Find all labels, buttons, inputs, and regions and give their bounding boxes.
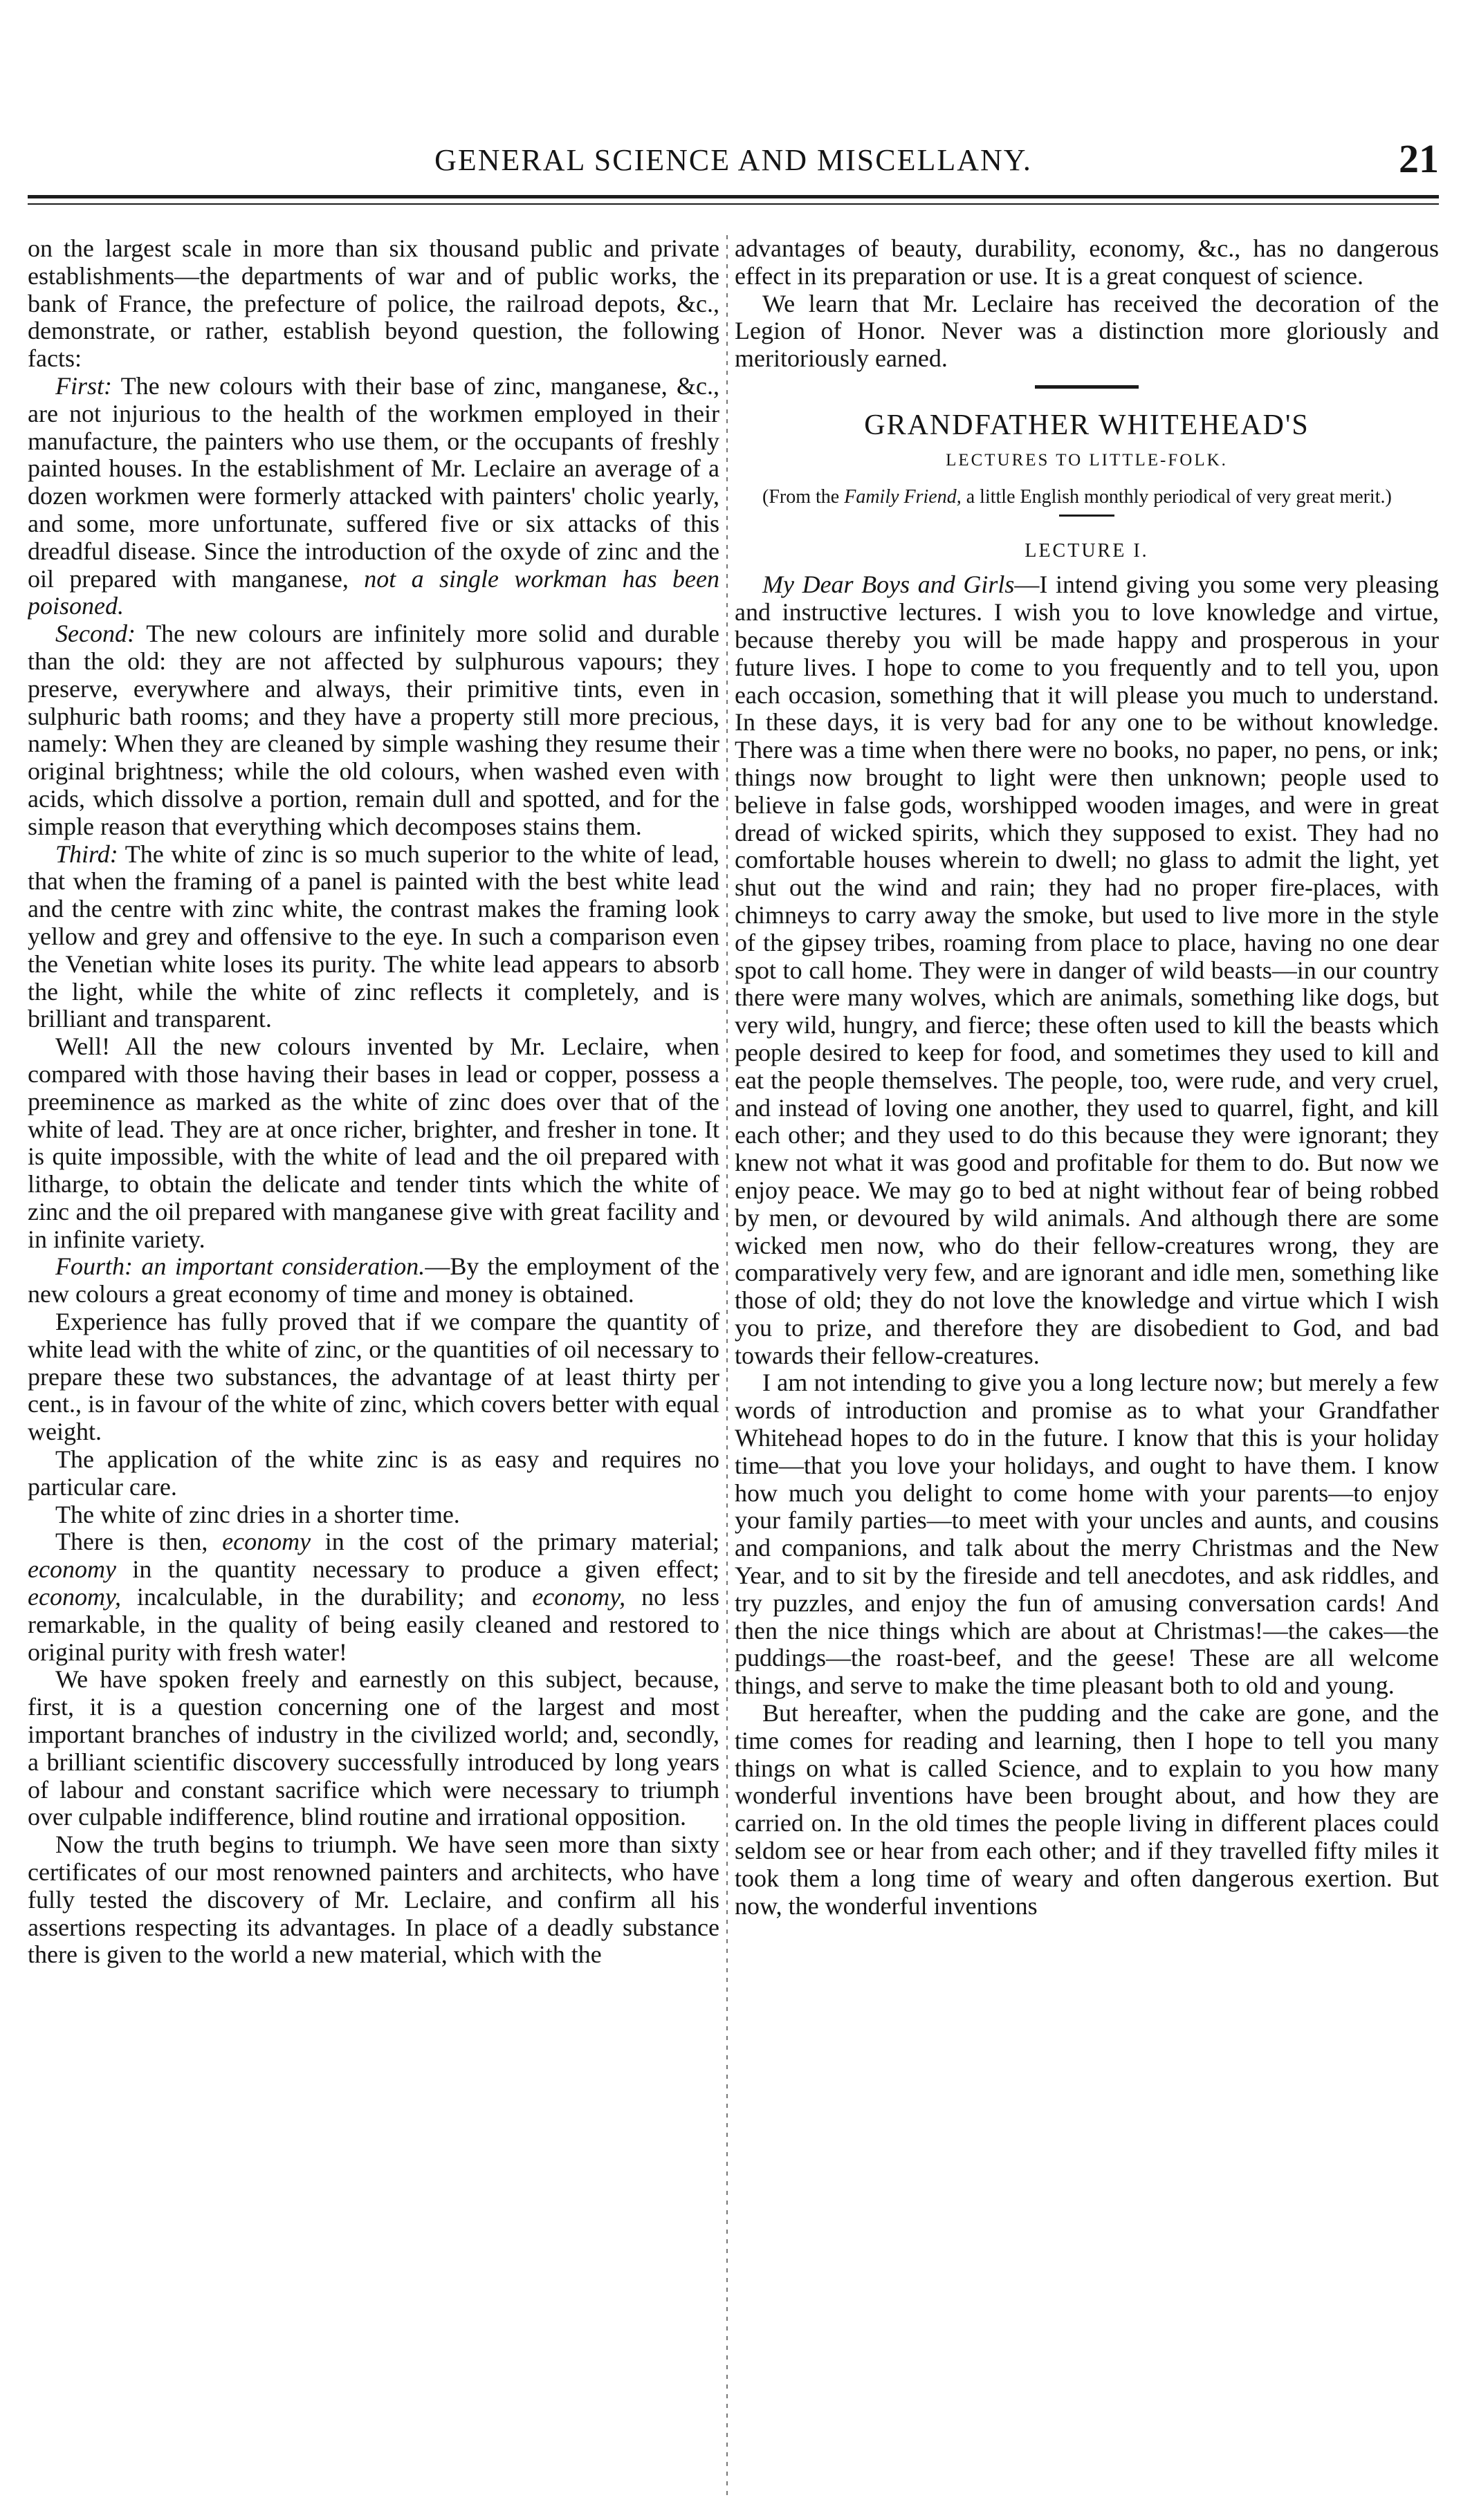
- paragraph-dries: The white of zinc dries in a shorter time.: [55, 1500, 460, 1528]
- paragraph-experience: Experience has fully proved that if we compare the quantity of white lead with the white of zinc, or the quantities of oil necessary to prepare these two substances, the advantage of at least thirty per cent., is in favour of the white of zinc, which covers better with equal weight.: [28, 1308, 719, 1446]
- article-title: GRANDFATHER WHITEHEAD'S: [864, 409, 1310, 441]
- running-title: GENERAL SCIENCE AND MISCELLANY.: [434, 143, 1032, 177]
- column-divider: [726, 235, 728, 2496]
- right-column: [735, 235, 1439, 2490]
- paragraph-legion: We learn that Mr. Leclaire has received the decoration of the Legion of Honor. Never was a distinction more gloriously and meritoriously earned.: [735, 289, 1439, 373]
- paragraph-fourth: Fourth: an important consideration.—By the employment of the new colours a great economy of time and money is obtained.: [28, 1252, 719, 1308]
- page-header: [28, 136, 1439, 185]
- paragraph-well: Well! All the new colours invented by Mr. Leclaire, when compared with those having their bases in lead or copper, possess a preeminence as marked as the white of zinc does over that of the white of lead. They are at once richer, brighter, and fresher in tone. It is quite impossible, with the white of lead and the oil prepared with litharge, to obtain the delicate and tender tints which the white of zinc and the oil prepared with manganese give with great facility and in infinite variety.: [28, 1032, 719, 1253]
- left-column: [28, 235, 719, 2490]
- paragraph-now: Now the truth begins to triumph. We have seen more than sixty certificates of our most renowned painters and architects, who have fully tested the discovery of Mr. Leclaire, and confirm all his assertions respecting its advantages. In place of a deadly substance there is given to the world a new material, which with the: [28, 1831, 719, 1969]
- paragraph-continued: on the largest scale in more than six thousand public and private establishments—the departments of war and of public works, the bank of France, the prefecture of police, the railroad depots, &c., demonstrate, or rather, establish beyond question, the following facts:: [28, 235, 719, 373]
- small-rule: [1059, 515, 1114, 517]
- paragraph-continued-right: advantages of beauty, durability, economy, &c., has no dangerous effect in its preparation or use. It is a great conquest of science.: [735, 235, 1439, 290]
- first-label: First:: [55, 371, 113, 400]
- paragraph-hereafter: But hereafter, when the pudding and the cake are gone, and the time comes for reading and learning, then I hope to tell you many things on what is called Science, and to explain to you how many wonderful inventions have been brought about, and how they are carried on. In the old times the people living in different places could seldom see or hear from each other; and if they travelled fifty miles it took them a long time of weary and often dangerous exertion. But now, the wonderful inventions: [735, 1699, 1439, 1920]
- fourth-label: Fourth: an important consideration.: [55, 1252, 425, 1281]
- paragraph-third: Third: The white of zinc is so much superior to the white of lead, that when the framing of a panel is painted with the best white lead and the centre with zinc white, the contrast makes the framing look yellow and grey and offensive to the eye. In such a comparison even the Venetian white loses its purity. The white lead appears to absorb the light, while the white of zinc reflects it completely, and is brilliant and transparent.: [28, 840, 719, 1033]
- header-rule-thick: [28, 195, 1439, 198]
- article-subtitle: LECTURES TO LITTLE-FOLK.: [946, 450, 1228, 470]
- lecture-heading: LECTURE I.: [1025, 539, 1149, 562]
- paragraph-intro: My Dear Boys and Girls—I intend giving you some very pleasing and instructive lectures. I wish you to love knowledge and virtue, because thereby you will be made happy and prosperous in your future lives. I hope to come to you frequently and to tell you, upon each occasion, something that it will please you much to understand. In these days, it is very bad for any one to be without knowledge. There was a time when there were no books, no paper, no pens, or ink; things now brought to light were then unknown; people used to believe in false gods, worshipped wooden images, and were in great dread of wicked spirits, which they supposed to exist. They had no comfortable houses wherein to dwell; no glass to admit the light, yet shut out the wind and rain; they had no proper fire-places, with chimneys to carry away the smoke, but used to live more in the style of the gipsey tribes, roaming from place to place, having no one dear spot to call home. They were in danger of wild beasts—in our country there were many wolves, which are animals, something like dogs, but very wild, hungry, and fierce; these often used to kill the beasts which people desired to keep for food, and sometimes they used to kill and eat the people themselves. The people, too, were rude, and very cruel, and instead of loving one another, they used to quarrel, fight, and kill each other; and they used to do this because they were ignorant; they knew not what it was good and profitable for them to do. But now we enjoy peace. We may go to bed at night without fear of being robbed by men, or devoured by wild animals. And although there are some wicked men now, who do their fellow-creatures wrong, they are comparatively very few, and are ignorant and idle men, something like those of old; they do not love the knowledge and virtue which I wish you to prize, and therefore they are disobedient to God, and bad towards their fellow-creatures.: [735, 571, 1439, 1369]
- third-label: Third:: [55, 840, 118, 868]
- salutation: My Dear Boys and Girls: [762, 571, 1015, 599]
- first-emphasis: not a single workman has been poisoned.: [28, 564, 719, 620]
- article-source: (From the Family Friend, a little English monthly periodical of very great merit.): [762, 485, 1392, 508]
- paragraph-not-long: I am not intending to give you a long lecture now; but merely a few words of introduction and promise as to what your Grandfather Whitehead hopes to do in the future. I know that this is your holiday time—that you love your holidays, and ought to have them. I know how much you delight to come home with your parents—to enjoy your family parties—to meet with your uncles and aunts, and cousins and companions, and talk about the merry Christmas and the New Year, and to sit by the fireside and tell anecdotes, and ask riddles, and try puzzles, and enjoy the fun of amusing conversation cards! And then the nice things which are about at Christmas!—the cakes—the puddings—the roast-beef, and the geese! These are all welcome things, and serve to make the time pleasant both to old and young.: [735, 1369, 1439, 1700]
- page-number: 21: [1399, 136, 1439, 181]
- section-ornament: [1035, 385, 1139, 389]
- paragraph-application: The application of the white zinc is as easy and requires no particular care.: [28, 1445, 719, 1501]
- paragraph-first: First: The new colours with their base of zinc, manganese, &c., are not injurious to the health of the workmen employed in their manufacture, the painters who use them, or the occupants of freshly painted houses. In the establishment of Mr. Leclaire an average of a dozen workmen were formerly attacked with painters' cholic yearly, and some, more unfortunate, suffered five or six attacks of this dreadful disease. Since the introduction of the oxyde of zinc and the oil prepared with manganese, not a single workman has been poisoned.: [28, 371, 719, 620]
- paragraph-spoken: We have spoken freely and earnestly on this subject, because, first, it is a question concerning one of the largest and most important branches of industry in the civilized world; and, secondly, a brilliant scientific discovery successfully introduced by long years of labour and constant sacrifice which were necessary to triumph over culpable indifference, blind routine and irrational opposition.: [28, 1665, 719, 1831]
- second-label: Second:: [55, 620, 136, 648]
- paragraph-second: Second: The new colours are infinitely more solid and durable than the old: they are not affected by sulphurous vapours; they preserve, everywhere and always, their primitive tints, even in sulphuric bath rooms; and they have a property still more precious, namely: When they are cleaned by simple washing they resume their original brightness; while the old colours, when washed even with acids, which dissolve a portion, remain dull and spotted, and for the simple reason that everything which decomposes stains them.: [28, 620, 719, 840]
- header-rule-thin: [28, 203, 1439, 205]
- paragraph-economy: There is then, economy in the cost of the primary material; economy in the quantity necessary to produce a given effect; economy, incalculable, in the durability; and economy, no less remarkable, in the quality of being easily cleaned and restored to original purity with fresh water!: [28, 1528, 719, 1666]
